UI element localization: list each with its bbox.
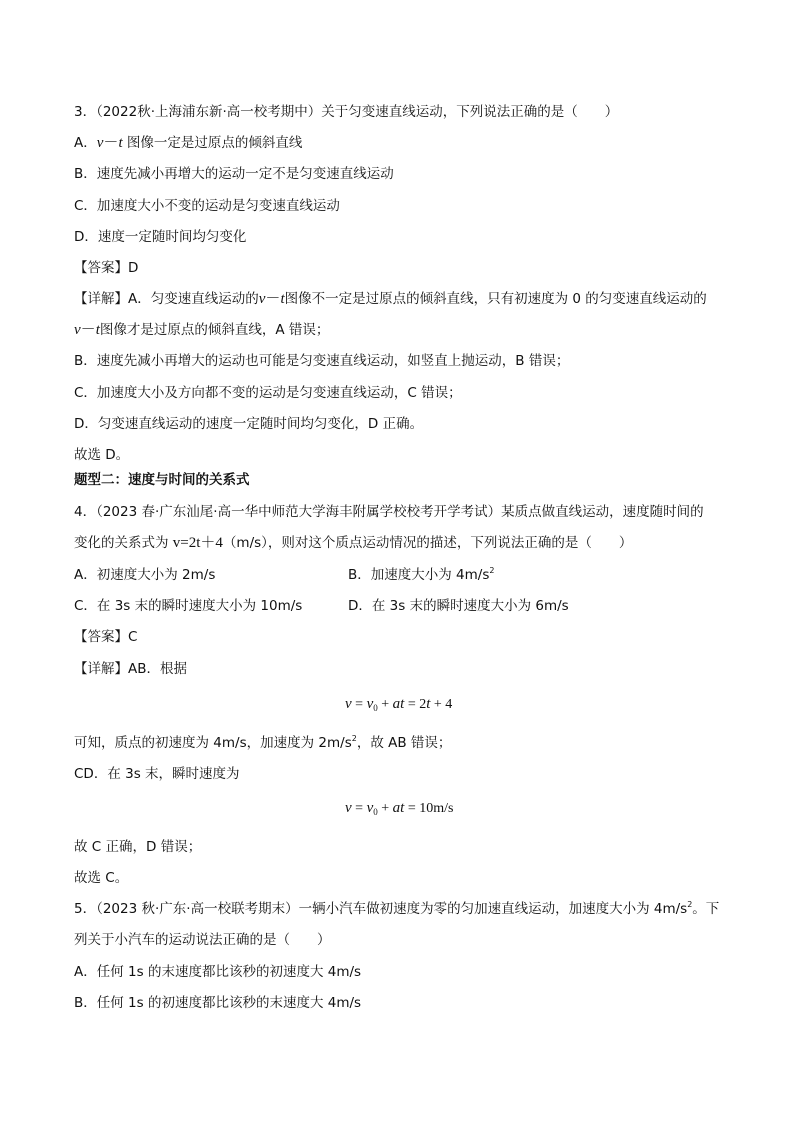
q3-stem: 3．（2022秋·上海浦东新·高一校考期中）关于匀变速直线运动，下列说法正确的是（ ）	[74, 104, 619, 120]
q3-detail-a-line2: v－t图像才是过原点的倾斜直线，A 错误；	[74, 322, 330, 338]
q4-detail-cd-result: 故 C 正确，D 错误；	[74, 839, 202, 855]
q4-formula: v=2t＋4	[172, 535, 223, 551]
q3-conclusion: 故选 D。	[74, 447, 130, 463]
q4-option-c: C．在 3s 末的瞬时速度大小为 10m/s	[74, 598, 303, 614]
q4-equation-1: $v = v_0$ + at = 2t + 4	[345, 696, 453, 713]
q5-option-b: B．任何 1s 的初速度都比该秒的末速度大 4m/s	[74, 995, 362, 1011]
q4-detail-cd: CD．在 3s 末，瞬时速度为	[74, 766, 240, 782]
q4-conclusion: 故选 C。	[74, 870, 129, 886]
q3-detail-a-line1: 【详解】A．匀变速直线运动的v－t图像不一定是过原点的倾斜直线，只有初速度为 0 的匀变速直线运动的	[74, 291, 707, 307]
q4-answer: 【答案】C	[74, 629, 138, 645]
q4-option-a: A．初速度大小为 2m/s	[74, 567, 216, 583]
q3-detail-d: D．匀变速直线运动的速度一定随时间均匀变化，D 正确。	[74, 416, 424, 432]
section-heading: 题型二：速度与时间的关系式	[74, 472, 250, 488]
q3-detail-b: B．速度先减小再增大的运动也可能是匀变速直线运动，如竖直上抛运动，B 错误；	[74, 353, 570, 369]
q4-detail-ab: 【详解】AB．根据	[74, 661, 187, 677]
q3-option-c: C．加速度大小不变的运动是匀变速直线运动	[74, 198, 340, 214]
q5-stem-line2: 列关于小汽车的运动说法正确的是（ ）	[74, 932, 331, 948]
q5-stem-line1: 5．（2023 秋·广东·高一校联考期末）一辆小汽车做初速度为零的匀加速直线运动，加速度大小为 $4m/s^2$。下	[74, 900, 720, 917]
q3-detail-c: C．加速度大小及方向都不变的运动是匀变速直线运动，C 错误；	[74, 385, 462, 401]
q4-equation-2: $v = v_0$ + at = 10m/s	[345, 800, 454, 817]
q4-detail-ab-result: 可知，质点的初速度为 4m/s，加速度为 $2m/s^2$，故 AB 错误；	[74, 734, 452, 751]
q4-stem-line2: 变化的关系式为 v=2t＋4（m/s），则对这个质点运动情况的描述，下列说法正确的是（ ）	[74, 535, 633, 551]
q3-option-d: D．速度一定随时间均匀变化	[74, 229, 247, 245]
q3-option-b: B．速度先减小再增大的运动一定不是匀变速直线运动	[74, 166, 394, 182]
q4-stem-line1: 4．（2023 春·广东汕尾·高一华中师范大学海丰附属学校校考开学考试）某质点做直线运动，速度随时间的	[74, 504, 704, 520]
q4-option-d: D．在 3s 末的瞬时速度大小为 6m/s	[348, 598, 569, 614]
q4-option-b: B．加速度大小为 $4m/s^2$	[348, 566, 495, 583]
q3-answer: 【答案】D	[74, 260, 139, 276]
q3-option-a: A．v－t 图像一定是过原点的倾斜直线	[74, 135, 303, 151]
q5-option-a: A．任何 1s 的末速度都比该秒的初速度大 4m/s	[74, 964, 362, 980]
